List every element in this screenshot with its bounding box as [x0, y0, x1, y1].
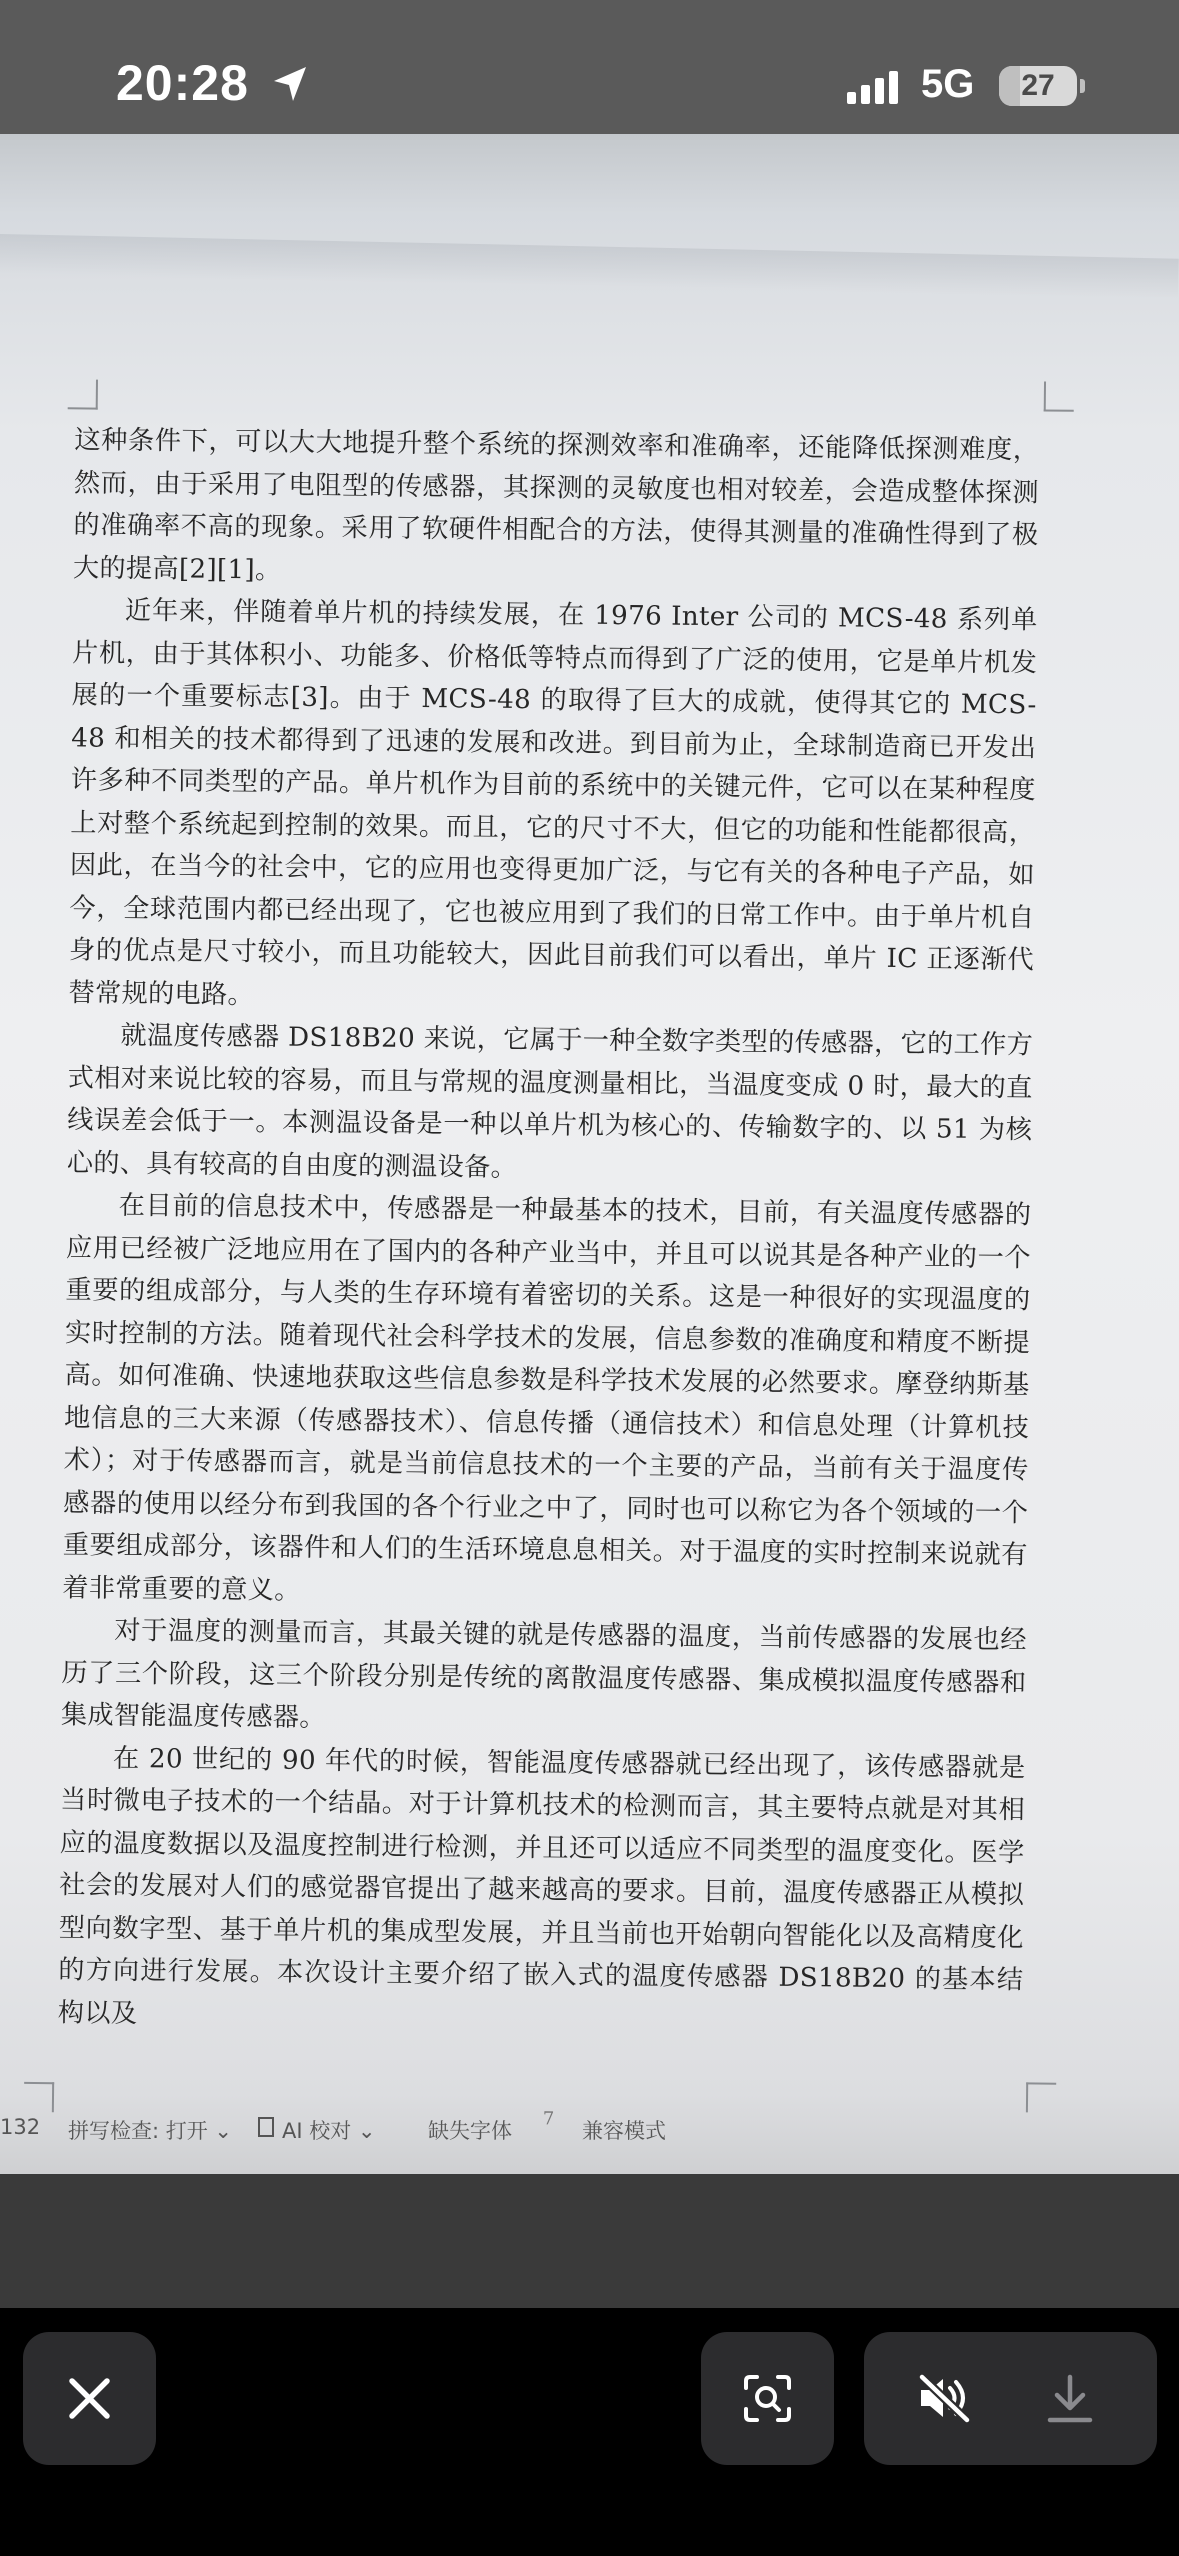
proofread-icon — [258, 2117, 274, 2137]
battery-icon — [999, 66, 1077, 106]
battery-percentage: 27 — [1021, 69, 1055, 102]
scan-text-icon — [742, 2373, 793, 2424]
crop-mark — [1044, 381, 1074, 411]
media-panel — [864, 2332, 1157, 2465]
close-button[interactable] — [23, 2332, 156, 2465]
download-icon[interactable] — [1046, 2374, 1094, 2424]
paragraph: 就温度传感器 DS18B20 来说，它属于一种全数字类型的传感器，它的工作方式相对来说比较的容易，而且与常规的温度测量相比，当温度变成 0 时，最大的直线误差会低于一。本测温设备是一种以单片机为核心的、传输数字的、以 51 为核心的、具有较高的自由度的测温设备。 — [66, 1020, 1034, 1183]
ai-proofread: AI 校对 ⌄ — [282, 2119, 376, 2143]
network-label: 5G — [921, 62, 975, 106]
document-body — [58, 419, 1040, 2044]
word-status-bar — [0, 2109, 1179, 2143]
status-bar — [0, 0, 1179, 134]
status-time: 20:28 — [116, 55, 249, 111]
battery-cap — [1080, 79, 1085, 93]
paragraph: 这种条件下，可以大大地提升整个系统的探测效率和准确率，还能降低探测难度，然而，由于采用了电阻型的传感器，其探测的灵敏度也相对较差，会造成整体探测的准确率不高的现象。采用了软硬件相配合的方法，使得其测量的准确性得到了极大的提高[2][1]。 — [72, 425, 1040, 586]
page-number: 7 — [542, 2108, 555, 2130]
scan-text-button[interactable] — [701, 2332, 834, 2465]
close-icon — [68, 2377, 111, 2420]
crop-mark — [68, 379, 98, 409]
page-shadow — [0, 234, 1179, 299]
crop-mark — [24, 2082, 54, 2112]
paragraph: 近年来，伴随着单片机的持续发展，在 1976 Inter 公司的 MCS-48 系列单片机，由于其体积小、功能多、价格低等特点而得到了广泛的使用，它是单片机发展的一个重要标志[3]。由于 MCS-48 的取得了巨大的成就，使得其它的 MCS-48 和相关的技术都得到了迅速的发展和改进。到目前为止，全球制造商已开发出许多种不同类型的产品。单片机作为目前的系统中的关键元件，它可以在某种程度上对整个系统起到控制的效果。而且，它的尺寸不大，但它的功能和性能都很高，因此，在当今的社会中，它的应用也变得更加广泛，与它有关的各种电子产品，如今，全球范围内都已经出现了，它也被应用到了我们的日常工作中。由于单片机自身的优点是尺寸较小，而且功能较大，因此目前我们可以看出，单片 IC 正逐渐代替常规的电路。 — [68, 595, 1038, 1010]
mute-icon[interactable] — [917, 2373, 973, 2423]
location-arrow-icon — [270, 64, 310, 104]
media-toolbar — [0, 2308, 1179, 2556]
spellcheck-toggle: 拼写检查: 打开 ⌄ — [68, 2119, 233, 2143]
paragraph: 对于温度的测量而言，其最关键的就是传感器的温度，当前传感器的发展也经历了三个阶段，这三个阶段分别是传统的离散温度传感器、集成模拟温度传感器和集成智能温度传感器。 — [60, 1615, 1028, 1734]
document-page — [24, 379, 1042, 2130]
paragraph: 在 20 世纪的 90 年代的时候，智能温度传感器就已经出现了，该传感器就是当时微电子技术的一个结晶。对于计算机技术的检测而言，其主要特点就是对其相应的温度数据以及温度控制进行检测，并且还可以适应不同类型的温度变化。医学社会的发展对人们的感觉器官提出了越来越高的要求。目前，温度传感器正从模拟型向数字型、基于单片机的集成型发展，并且当前也开始朝向智能化以及高精度化的方向进行发展。本次设计主要介绍了嵌入式的温度传感器 DS18B20 的基本结构以及 — [57, 1743, 1026, 2029]
viewer-gap — [0, 2174, 1179, 2308]
paragraph: 在目前的信息技术中，传感器是一种最基本的技术，目前，有关温度传感器的应用已经被广泛地应用在了国内的各种产业当中，并且可以说其是各种产业的一个重要的组成部分，与人类的生存环境有着密切的关系。这是一种很好的实现温度的实时控制的方法。随着现代社会科学技术的发展，信息参数的准确度和精度不断提高。如何准确、快速地获取这些信息参数是科学技术发展的必然要求。摩登纳斯基地信息的三大来源（传感器技术）、信息传播（通信技术）和信息处理（计算机技术）；对于传感器而言，就是当前信息技术的一个主要的产品，当前有关于温度传感器的使用以经分布到我国的各个行业之中了，同时也可以称它为各个领域的一个重要组成部分，该器件和人们的生活环境息息相关。对于温度的实时控制来说就有着非常重要的意义。 — [62, 1190, 1032, 1606]
missing-font: 缺失字体 — [428, 2119, 512, 2143]
word-count: 132 — [0, 2115, 41, 2139]
compat-mode: 兼容模式 — [582, 2119, 666, 2143]
signal-bars-icon — [845, 68, 905, 108]
document-photo — [0, 134, 1179, 2174]
